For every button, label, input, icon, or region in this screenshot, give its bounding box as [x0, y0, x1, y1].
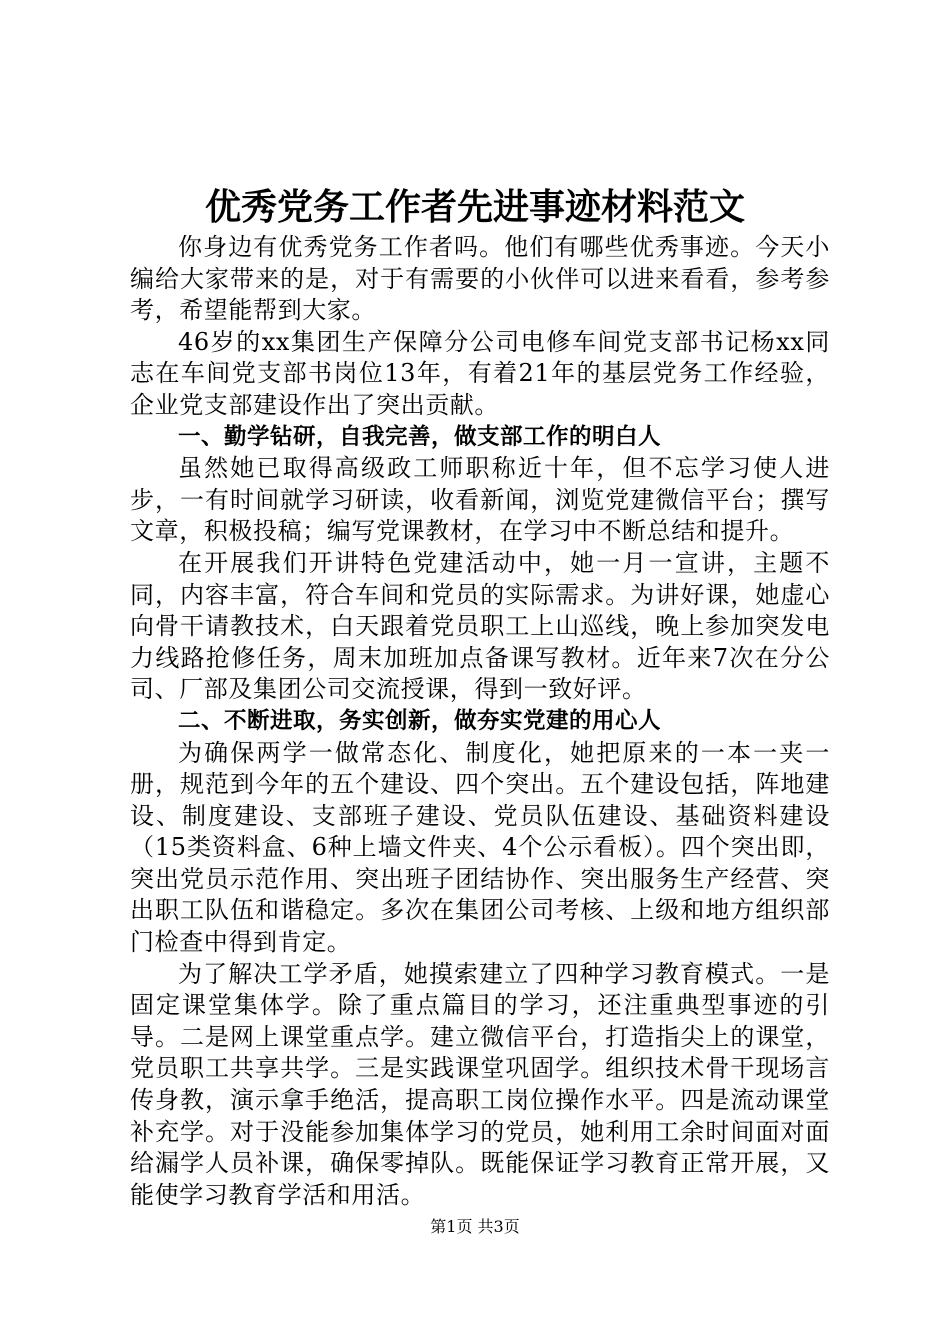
document-body — [130, 232, 830, 1211]
paragraph: 为确保两学一做常态化、制度化，她把原来的一本一夹一册，规范到今年的五个建设、四个突出。五个建设包括，阵地建设、制度建设、支部班子建设、党员队伍建设、基础资料建设（15类资料盒、6种上墙文件夹、4个公示看板）。四个突出即，突出党员示范作用、突出班子团结协作、突出服务生产经营、突出职工队伍和谐稳定。多次在集团公司考核、上级和地方组织部门检查中得到肯定。 — [130, 738, 830, 957]
paragraph: 为了解决工学矛盾，她摸索建立了四种学习教育模式。一是固定课堂集体学。除了重点篇目的学习，还注重典型事迹的引导。二是网上课堂重点学。建立微信平台，打造指尖上的课堂，党员职工共享共学。三是实践课堂巩固学。组织技术骨干现场言传身教，演示拿手绝活，提高职工岗位操作水平。四是流动课堂补充学。对于没能参加集体学习的党员，她利用工余时间面对面给漏学人员补课，确保零掉队。既能保证学习教育正常开展，又能使学习教育学活和用活。 — [130, 959, 830, 1209]
paragraph: 你身边有优秀党务工作者吗。他们有哪些优秀事迹。今天小编给大家带来的是，对于有需要的小伙伴可以进来看看，参考参考，希望能帮到大家。 — [130, 233, 830, 325]
section-heading: 一、勤学钻研，自我完善，做支部工作的明白人 — [178, 423, 662, 450]
section-heading: 二、不断进取，务实创新，做夯实党建的用心人 — [178, 707, 662, 734]
paragraph: 46岁的xx集团生产保障分公司电修车间党支部书记杨xx同志在车间党支部书岗位13年，有着21年的基层党务工作经验，企业党支部建设作出了突出贡献。 — [130, 327, 830, 419]
page-number-footer: 第1页 共3页 — [430, 1217, 520, 1236]
paragraph: 在开展我们开讲特色党建活动中，她一月一宣讲，主题不同，内容丰富，符合车间和党员的实际需求。为讲好课，她虚心向骨干请教技术，白天跟着党员职工上山巡线，晚上参加突发电力线路抢修任务，周末加班加点备课写教材。近年来7次在分公司、厂部及集团公司交流授课，得到一致好评。 — [130, 548, 830, 704]
paragraph: 虽然她已取得高级政工师职称近十年，但不忘学习使人进步，一有时间就学习研读，收看新闻，浏览党建微信平台；撰写文章，积极投稿；编写党课教材，在学习中不断总结和提升。 — [130, 454, 830, 546]
document-title: 优秀党务工作者先进事迹材料范文 — [204, 186, 745, 228]
